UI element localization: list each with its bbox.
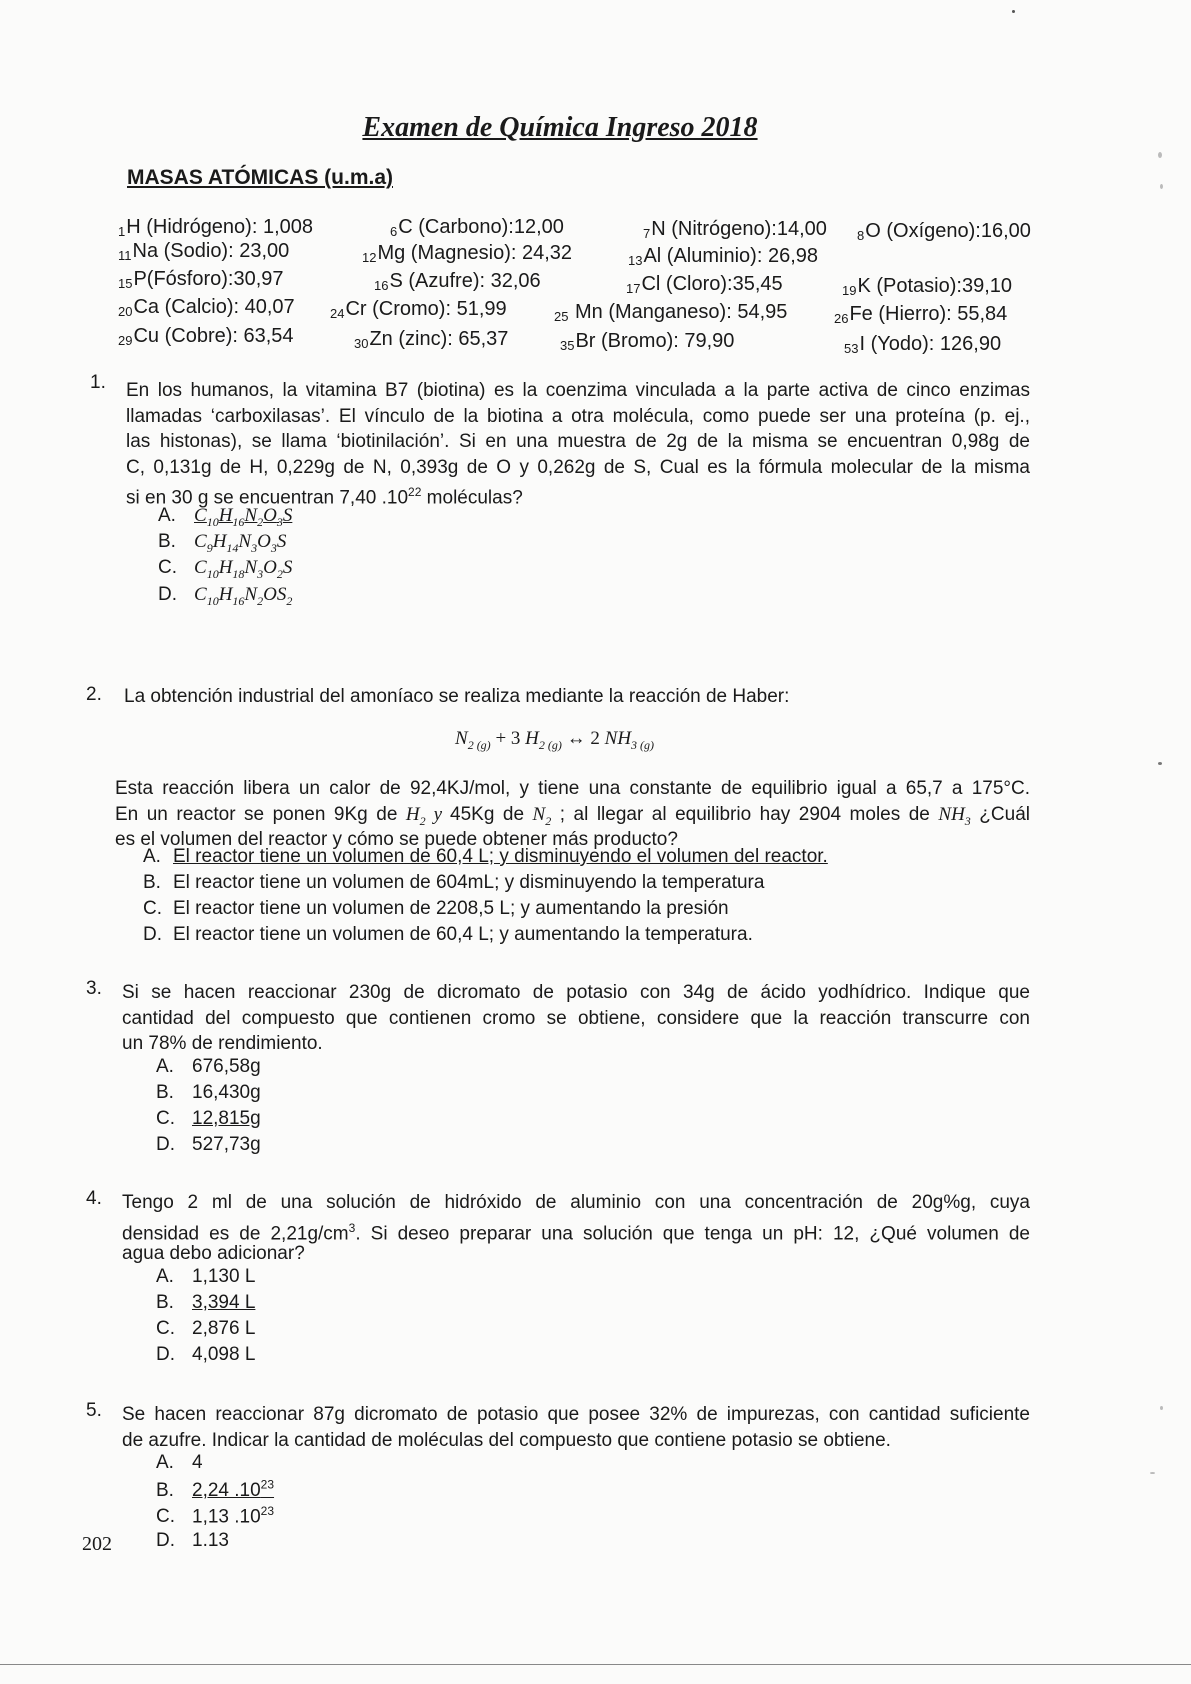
scan-speck [1150, 1472, 1155, 1474]
option-a: A. 676,58g [156, 1056, 261, 1077]
exam-title: Examen de Química Ingreso 2018 [362, 112, 758, 143]
option-d: D. 4,098 L [156, 1344, 256, 1365]
option-a: A. $C_{10}H_{16}N_2O_3S$ [158, 505, 293, 529]
scan-speck [1158, 152, 1162, 158]
question-number: 1. [90, 372, 106, 393]
option-d: D. El reactor tiene un volumen de 60,4 L; y aumentando la temperatura. [143, 924, 753, 945]
question-number: 3. [86, 978, 102, 999]
mass-entry: $_{19}$K (Potasio):39,10 [842, 275, 1012, 298]
mass-entry: $_{29}$Cu (Cobre): 63,54 [118, 325, 294, 348]
atomic-masses-heading: MASAS ATÓMICAS (u.m.a) [127, 166, 393, 189]
mass-entry: $_{12}$Mg (Magnesio): 24,32 [362, 242, 573, 265]
option-b: B. 3,394 L [156, 1292, 256, 1313]
question-number: 5. [86, 1400, 102, 1421]
mass-entry: $_{11}$Na (Sodio): 23,00 [118, 240, 290, 263]
mass-entry: $_{15}$P(Fósforo):30,97 [118, 268, 284, 291]
question-1-text: En los humanos, la vitamina B7 (biotina) es la coenzima vinculada a la parte activa de cinco enzimas llamadas ‘carboxilasas’. El vínculo de la biotina a otra molécula, como puede ser una proteína (p. ej., las histonas), se llama ‘biotinilación’. Si en una muestra de 2g de la misma se encuentran 0,98g de C, 0,131g de H, 0,229g de N, 0,393g de O y 0,262g de S, Cual es la fórmula molecular de la misma si en 30 g se encuentran 7,40 $.10^{22}$ moléculas? [126, 380, 1030, 509]
question-2-intro: La obtención industrial del amoníaco se realiza mediante la reacción de Haber: [124, 686, 790, 707]
option-a: A. 1,130 L [156, 1266, 256, 1287]
mass-entry: $_6$C (Carbono):12,00 [390, 216, 564, 239]
option-d: D. $C_{10}H_{16}N_2OS_2$ [158, 584, 293, 608]
mass-entry: $_{26}$Fe (Hierro): 55,84 [834, 303, 1008, 326]
question-number: 4. [86, 1188, 102, 1209]
mass-entry: $_1$H (Hidrógeno): 1,008 [118, 216, 314, 239]
haber-equation: $N_{2 (g)} + 3$ $H_{2 (g)}$ ↔ 2 $NH_{3 (g)}$ [455, 728, 655, 752]
option-d: D. 527,73g [156, 1134, 261, 1155]
question-3-text: Si se hacen reaccionar 230g de dicromato de potasio con 34g de ácido yodhídrico. Indique que cantidad del compuesto que contienen cromo se obtiene, considere que la reacción transcurre con un 78% de rendimiento. [122, 982, 1030, 1054]
mass-entry: $_8$O (Oxígeno):16,00 [857, 220, 1031, 243]
option-a: A. El reactor tiene un volumen de 60,4 L; y disminuyendo el volumen del reactor. [143, 846, 828, 867]
option-b: B. El reactor tiene un volumen de 604mL; y disminuyendo la temperatura [143, 872, 765, 893]
scan-speck [1158, 762, 1162, 765]
bottom-scan-line [0, 1664, 1191, 1665]
mass-entry: $_{16}$S (Azufre): 32,06 [374, 270, 541, 293]
mass-entry: $_{25}$ Mn (Manganeso): 54,95 [554, 301, 788, 324]
option-c: C. $C_{10}H_{18}N_3O_2S$ [158, 557, 293, 581]
scan-speck [1012, 10, 1015, 13]
mass-entry: $_{53}$I (Yodo): 126,90 [844, 333, 1002, 356]
scan-speck [1160, 1406, 1163, 1410]
mass-entry: $_{35}$Br (Bromo): 79,90 [560, 330, 735, 353]
option-a: A. 4 [156, 1452, 203, 1473]
mass-entry: $_{30}$Zn (zinc): 65,37 [354, 328, 509, 351]
mass-entry: $_{20}$Ca (Calcio): 40,07 [118, 296, 295, 319]
scan-speck [1160, 184, 1163, 189]
option-c: C. El reactor tiene un volumen de 2208,5 L; y aumentando la presión [143, 898, 729, 919]
option-c: C. 1,13 $.10^{23}$ [156, 1504, 275, 1528]
question-number: 2. [86, 684, 102, 705]
option-b: B. $C_9H_{14}N_3O_3S$ [158, 531, 287, 555]
option-c: C. 2,876 L [156, 1318, 256, 1339]
option-b: B. 2,24 $.10^{23}$ [156, 1478, 275, 1502]
option-c: C. 12,815g [156, 1108, 261, 1129]
mass-entry: $_7$N (Nitrógeno):14,00 [643, 218, 827, 241]
mass-entry: $_{24}$Cr (Cromo): 51,99 [330, 298, 507, 321]
mass-entry: $_{17}$Cl (Cloro):35,45 [626, 273, 783, 296]
option-d: D. 1.13 [156, 1530, 229, 1551]
question-4-text: Tengo 2 ml de una solución de hidróxido de aluminio con una concentración de 20g%g, cuya densidad es de $2,21g/cm^3$. Si deseo preparar una solución que tenga un pH: 12, ¿Qué volumen de agua debo adicionar? [122, 1192, 1031, 1264]
question-2-text: Esta reacción libera un calor de 92,4KJ/mol, y tiene una constante de equilibrio igual a 65,7 a 175°C. En un reactor se ponen 9Kg de $H_2$ y 45Kg de $N_2$ ; al llegar al equilibrio hay 2904 moles de $NH_3$ ¿Cuál es el volumen del reactor y cómo se puede obtener más producto? [115, 778, 1030, 850]
mass-entry: $_{13}$Al (Aluminio): 26,98 [628, 245, 818, 268]
question-5-text: Se hacen reaccionar 87g dicromato de potasio que posee 32% de impurezas, con cantidad suficiente de azufre. Indicar la cantidad de moléculas del compuesto que contiene potasio se obtiene. [122, 1404, 1030, 1451]
page-number: 202 [82, 1533, 112, 1555]
option-b: B. 16,430g [156, 1082, 261, 1103]
